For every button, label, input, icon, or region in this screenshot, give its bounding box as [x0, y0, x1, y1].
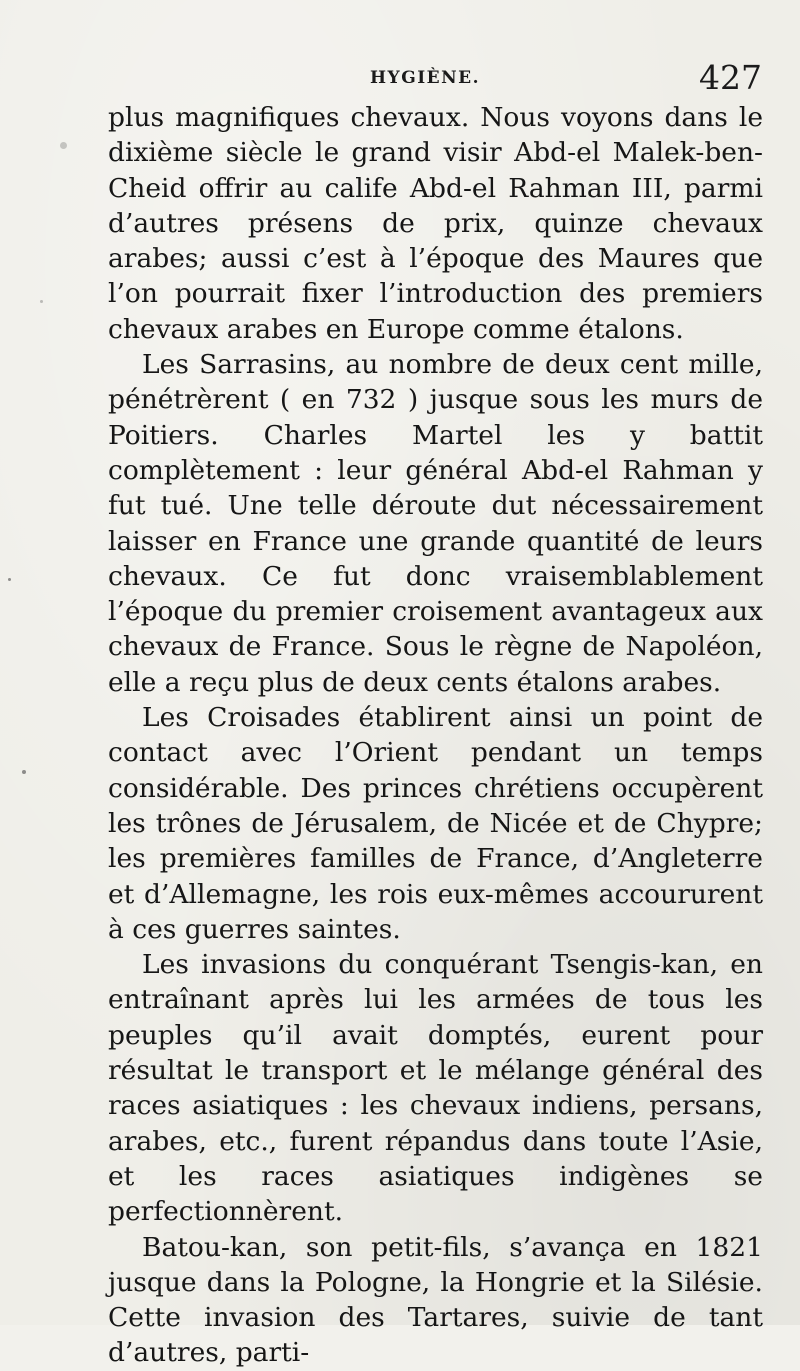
paper-speck — [60, 142, 67, 149]
paragraph-tsengis-kan: Les invasions du conquérant Tsengis-kan, en entraînant après lui les armées de tous les peuples qu’il avait domptés, eurent pour résultat le transport et le mélange général des races asiatiques : les chevaux indiens, persans, arabes, etc., furent répandus dans toute l’Asie, et les races asiatiques indigènes se perfectionnèrent. — [108, 949, 763, 1228]
paragraph-batou-kan: Batou-kan, son petit-fils, s’avança en 1821 jusque dans la Pologne, la Hongrie et la Silésie. Cette invasion des Tartares, suivie de tant d’autres, parti- — [108, 1231, 763, 1369]
paper-speck — [22, 770, 26, 774]
page-number: 427 — [699, 58, 762, 97]
paragraph-continued: plus magnifiques chevaux. Nous voyons dans le dixième siècle le grand visir Abd-el Malek-ben-Cheid offrir au calife Abd-el Rahman III, parmi d’autres présens de prix, quinze chevaux arabes; aussi c’est à l’époque des Maures que l’on pourrait fixer l’introduction des premiers chevaux arabes en Europe comme étalons. — [108, 102, 763, 345]
body-text — [108, 100, 763, 1371]
running-title: HYGIÈNE. — [370, 68, 481, 88]
paragraph-sarrasins: Les Sarrasins, au nombre de deux cent mille, pénétrèrent ( en 732 ) jusque sous les murs de Poitiers. Charles Martel les y battit complètement : leur général Abd-el Rahman y fut tué. Une telle déroute dut nécessairement laisser en France une grande quantité de leurs chevaux. Ce fut donc vraisemblablement l’époque du premier croisement avantageux aux chevaux de France. Sous le règne de Napoléon, elle a reçu plus de deux cents étalons arabes. — [108, 349, 763, 698]
paper-speck — [40, 300, 43, 303]
paragraph-croisades: Les Croisades établirent ainsi un point de contact avec l’Orient pendant un temps considérable. Des princes chrétiens occupèrent les trônes de Jérusalem, de Nicée et de Chypre; les premières familles de France, d’Angleterre et d’Allemagne, les rois eux-mêmes accoururent à ces guerres saintes. — [108, 702, 763, 945]
paper-speck — [8, 578, 11, 581]
